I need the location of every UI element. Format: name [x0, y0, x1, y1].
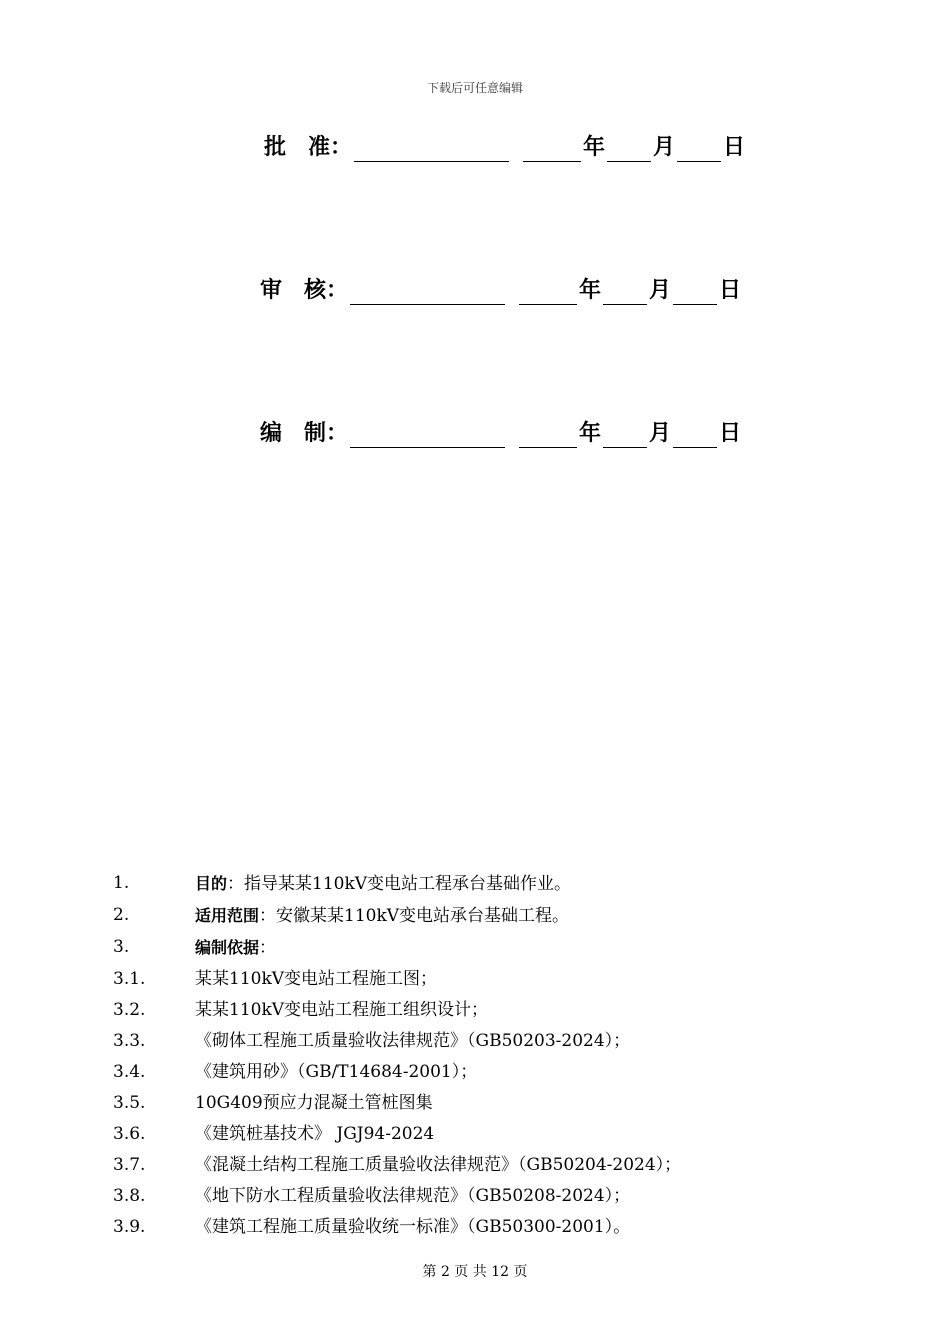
- list-item-number: 3.6.: [113, 1124, 146, 1144]
- compile-month-label: 月: [649, 421, 672, 446]
- list-item-text: ：安徽某某110kV变电站承台基础工程。: [259, 906, 570, 926]
- review-month-label: 月: [649, 278, 672, 303]
- page-footer: 第 2 页 共 12 页: [422, 1264, 528, 1280]
- list-item-heading: 编制依据: [195, 938, 260, 957]
- list-item-text: 《建筑工程施工质量验收统一标准》（GB50300-2001）。: [195, 1217, 631, 1237]
- list-item: [113, 1150, 873, 1181]
- list-item-text: ：: [259, 938, 277, 958]
- review-month-blank: [603, 282, 647, 305]
- list-item: [113, 1057, 873, 1088]
- signature-row-approve: [264, 134, 745, 162]
- list-item-number: 3.5.: [113, 1093, 146, 1113]
- list-item-text: 《混凝土结构工程施工质量验收法律规范》（GB50204-2024）；: [195, 1155, 682, 1175]
- list-item-heading: 目的: [195, 874, 228, 893]
- list-item-number: 3.8.: [113, 1186, 146, 1206]
- list-item-text: 10G409预应力混凝土管桩图集: [195, 1093, 433, 1113]
- signature-row-compile: [260, 420, 741, 448]
- review-name-blank: [350, 282, 505, 305]
- list-item-heading: 适用范围: [195, 906, 260, 925]
- compile-day-blank: [673, 425, 717, 448]
- compile-label: 编 制：: [260, 421, 349, 446]
- list-item: [113, 868, 873, 900]
- list-item-number: 3.3.: [113, 1031, 146, 1051]
- signature-row-review: [260, 277, 741, 305]
- review-label: 审 核：: [260, 278, 349, 303]
- list-item: [113, 1026, 873, 1057]
- approve-label: 批 准：: [264, 135, 353, 160]
- list-item-text: 《砌体工程施工质量验收法律规范》（GB50203-2024）；: [195, 1031, 631, 1051]
- list-item-text: 某某110kV变电站工程施工图；: [195, 969, 438, 989]
- header-note: 下载后可任意编辑: [426, 81, 523, 95]
- review-day-blank: [673, 282, 717, 305]
- approve-name-blank: [354, 139, 509, 162]
- basis-list: [113, 868, 873, 1243]
- approve-day-blank: [677, 139, 721, 162]
- list-item-content: [195, 900, 569, 932]
- compile-year-blank: [519, 425, 577, 448]
- list-item: [113, 995, 873, 1026]
- list-item-number: 3.7.: [113, 1155, 146, 1175]
- list-item-text: 《建筑用砂》（GB/T14684-2001）；: [195, 1062, 478, 1082]
- list-item: [113, 1212, 873, 1243]
- list-item-number: 3.2.: [113, 1000, 146, 1020]
- list-item: [113, 1119, 873, 1150]
- review-day-label: 日: [719, 278, 742, 303]
- list-item-number: 3.1.: [113, 969, 146, 989]
- compile-year-label: 年: [579, 421, 602, 446]
- list-item-text: 《地下防水工程质量验收法律规范》（GB50208-2024）；: [195, 1186, 631, 1206]
- approve-year-label: 年: [583, 135, 606, 160]
- list-item-number: 1.: [113, 873, 130, 893]
- review-year-blank: [519, 282, 577, 305]
- list-item: [113, 932, 873, 964]
- approve-month-label: 月: [653, 135, 676, 160]
- approve-day-label: 日: [723, 135, 746, 160]
- list-item: [113, 964, 873, 995]
- approve-year-blank: [523, 139, 581, 162]
- list-item-number: 2.: [113, 905, 130, 925]
- list-item-number: 3.: [113, 937, 130, 957]
- list-item: [113, 900, 873, 932]
- list-item-text: 《建筑桩基技术》 JGJ94-2024: [195, 1124, 435, 1144]
- list-item-content: [195, 868, 571, 900]
- list-item-text: 某某110kV变电站工程施工组织设计；: [195, 1000, 489, 1020]
- list-item-number: 3.9.: [113, 1217, 146, 1237]
- list-item-number: 3.4.: [113, 1062, 146, 1082]
- review-year-label: 年: [579, 278, 602, 303]
- compile-name-blank: [350, 425, 505, 448]
- list-item-text: ：指导某某110kV变电站工程承台基础作业。: [227, 874, 572, 894]
- list-item: [113, 1088, 873, 1119]
- list-item-content: [195, 932, 276, 964]
- compile-month-blank: [603, 425, 647, 448]
- list-item: [113, 1181, 873, 1212]
- compile-day-label: 日: [719, 421, 742, 446]
- approve-month-blank: [607, 139, 651, 162]
